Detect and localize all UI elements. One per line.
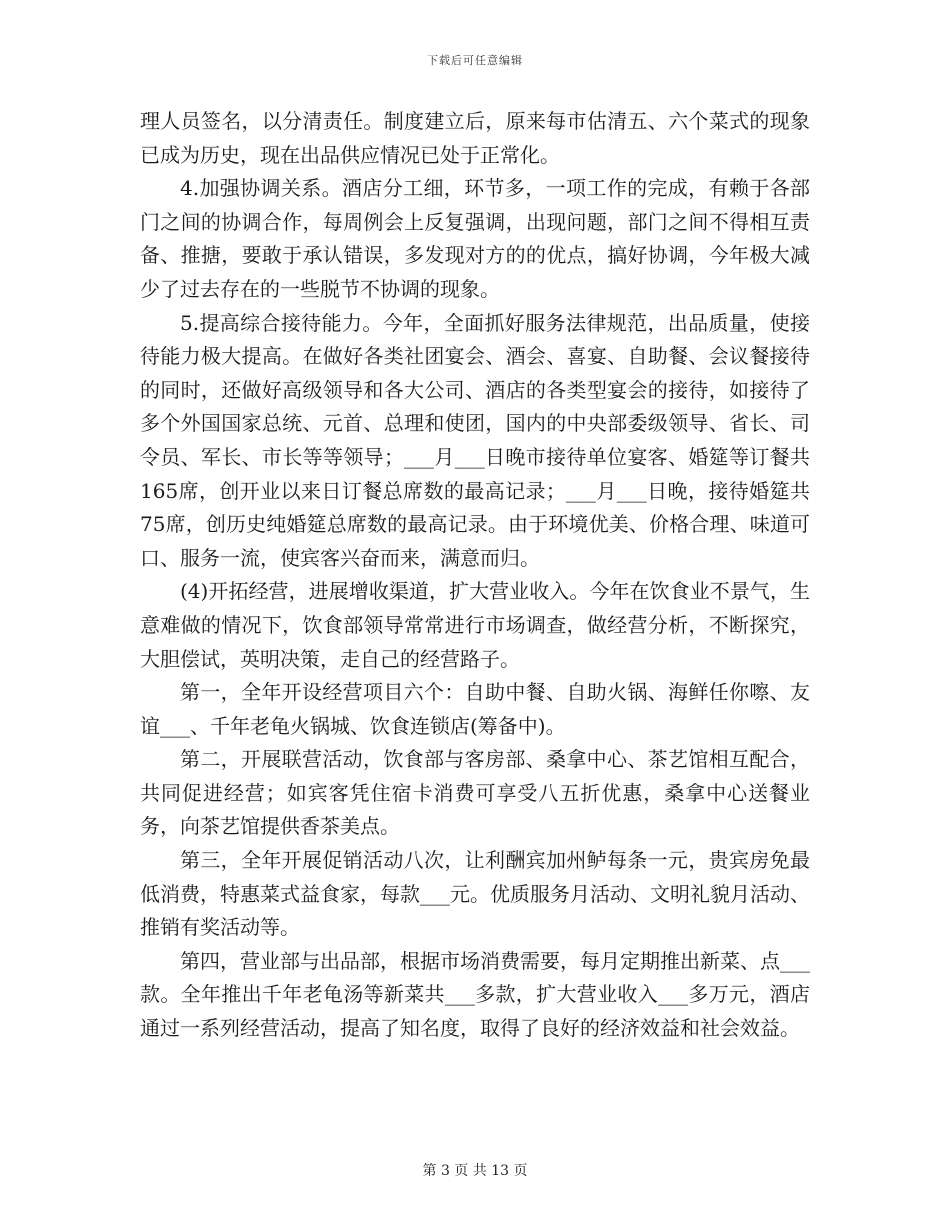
page-footer: 第 3 页 共 13 页 — [422, 1163, 528, 1179]
paragraph-reception: 5.提高综合接待能力。今年，全面抓好服务法律规范，出品质量，使接待能力极大提高。在做好各类社团宴会、酒会、喜宴、自助餐、会议餐接待的同时，还做好高级领导和各大公司、酒店的各类型宴会的接待，如接待了多个外国国家总统、元首、总理和使团，国内的中央部委级领导、省长、司令员、军长、市长等等领导；___月___日晚市接待单位宴客、婚筵等订餐共165席，创开业以来日订餐总席数的最高记录；___月___日晚，接待婚筵共75席，创历史纯婚筵总席数的最高记录。由于环境优美、价格合理、味道可口、服务一流，使宾客兴奋而来，满意而归。 — [140, 310, 810, 570]
paragraph-expand-business: (4)开拓经营，进展增收渠道，扩大营业收入。今年在饮食业不景气，生意难做的情况下，饮食部领导常常进行市场调查，做经营分析，不断探究，大胆偿试，英明决策，走自己的经营路子。 — [140, 579, 810, 671]
paragraph-fourth: 第四，营业部与出品部，根据市场消费需要，每月定期推出新菜、点___款。全年推出千年老龟汤等新菜共___多款，扩大营业收入___多万元，酒店通过一系列经营活动，提高了知名度，取得了良好的经济效益和社会效益。 — [140, 948, 810, 1041]
paragraph-continuation: 理人员签名，以分清责任。制度建立后，原来每市估清五、六个菜式的现象已成为历史，现在出品供应情况已处于正常化。 — [140, 109, 810, 167]
paragraph-third: 第三，全年开展促销活动八次，让利酬宾加州鲈每条一元，贵宾房免最低消费，特惠菜式益食家，每款___元。优质服务月活动、文明礼貌月活动、推销有奖活动等。 — [140, 848, 810, 940]
document-body — [140, 105, 810, 1046]
paragraph-second: 第二，开展联营活动，饮食部与客房部、桑拿中心、茶艺馆相互配合，共同促进经营；如宾客凭住宿卡消费可享受八五折优惠，桑拿中心送餐业务，向茶艺馆提供香茶美点。 — [140, 747, 810, 839]
paragraph-first: 第一，全年开设经营项目六个：自助中餐、自助火锅、海鲜任你嚓、友谊___、千年老龟火锅城、饮食连锁店(筹备中)。 — [140, 680, 810, 738]
page-header: 下载后可任意编辑 — [427, 54, 523, 67]
paragraph-coordination: 4.加强协调关系。酒店分工细，环节多，一项工作的完成，有赖于各部门之间的协调合作，每周例会上反复强调，出现问题，部门之间不得相互责备、推搪，要敢于承认错误，多发现对方的的优点，搞好协调，今年极大减少了过去存在的一些脱节不协调的现象。 — [140, 176, 810, 301]
